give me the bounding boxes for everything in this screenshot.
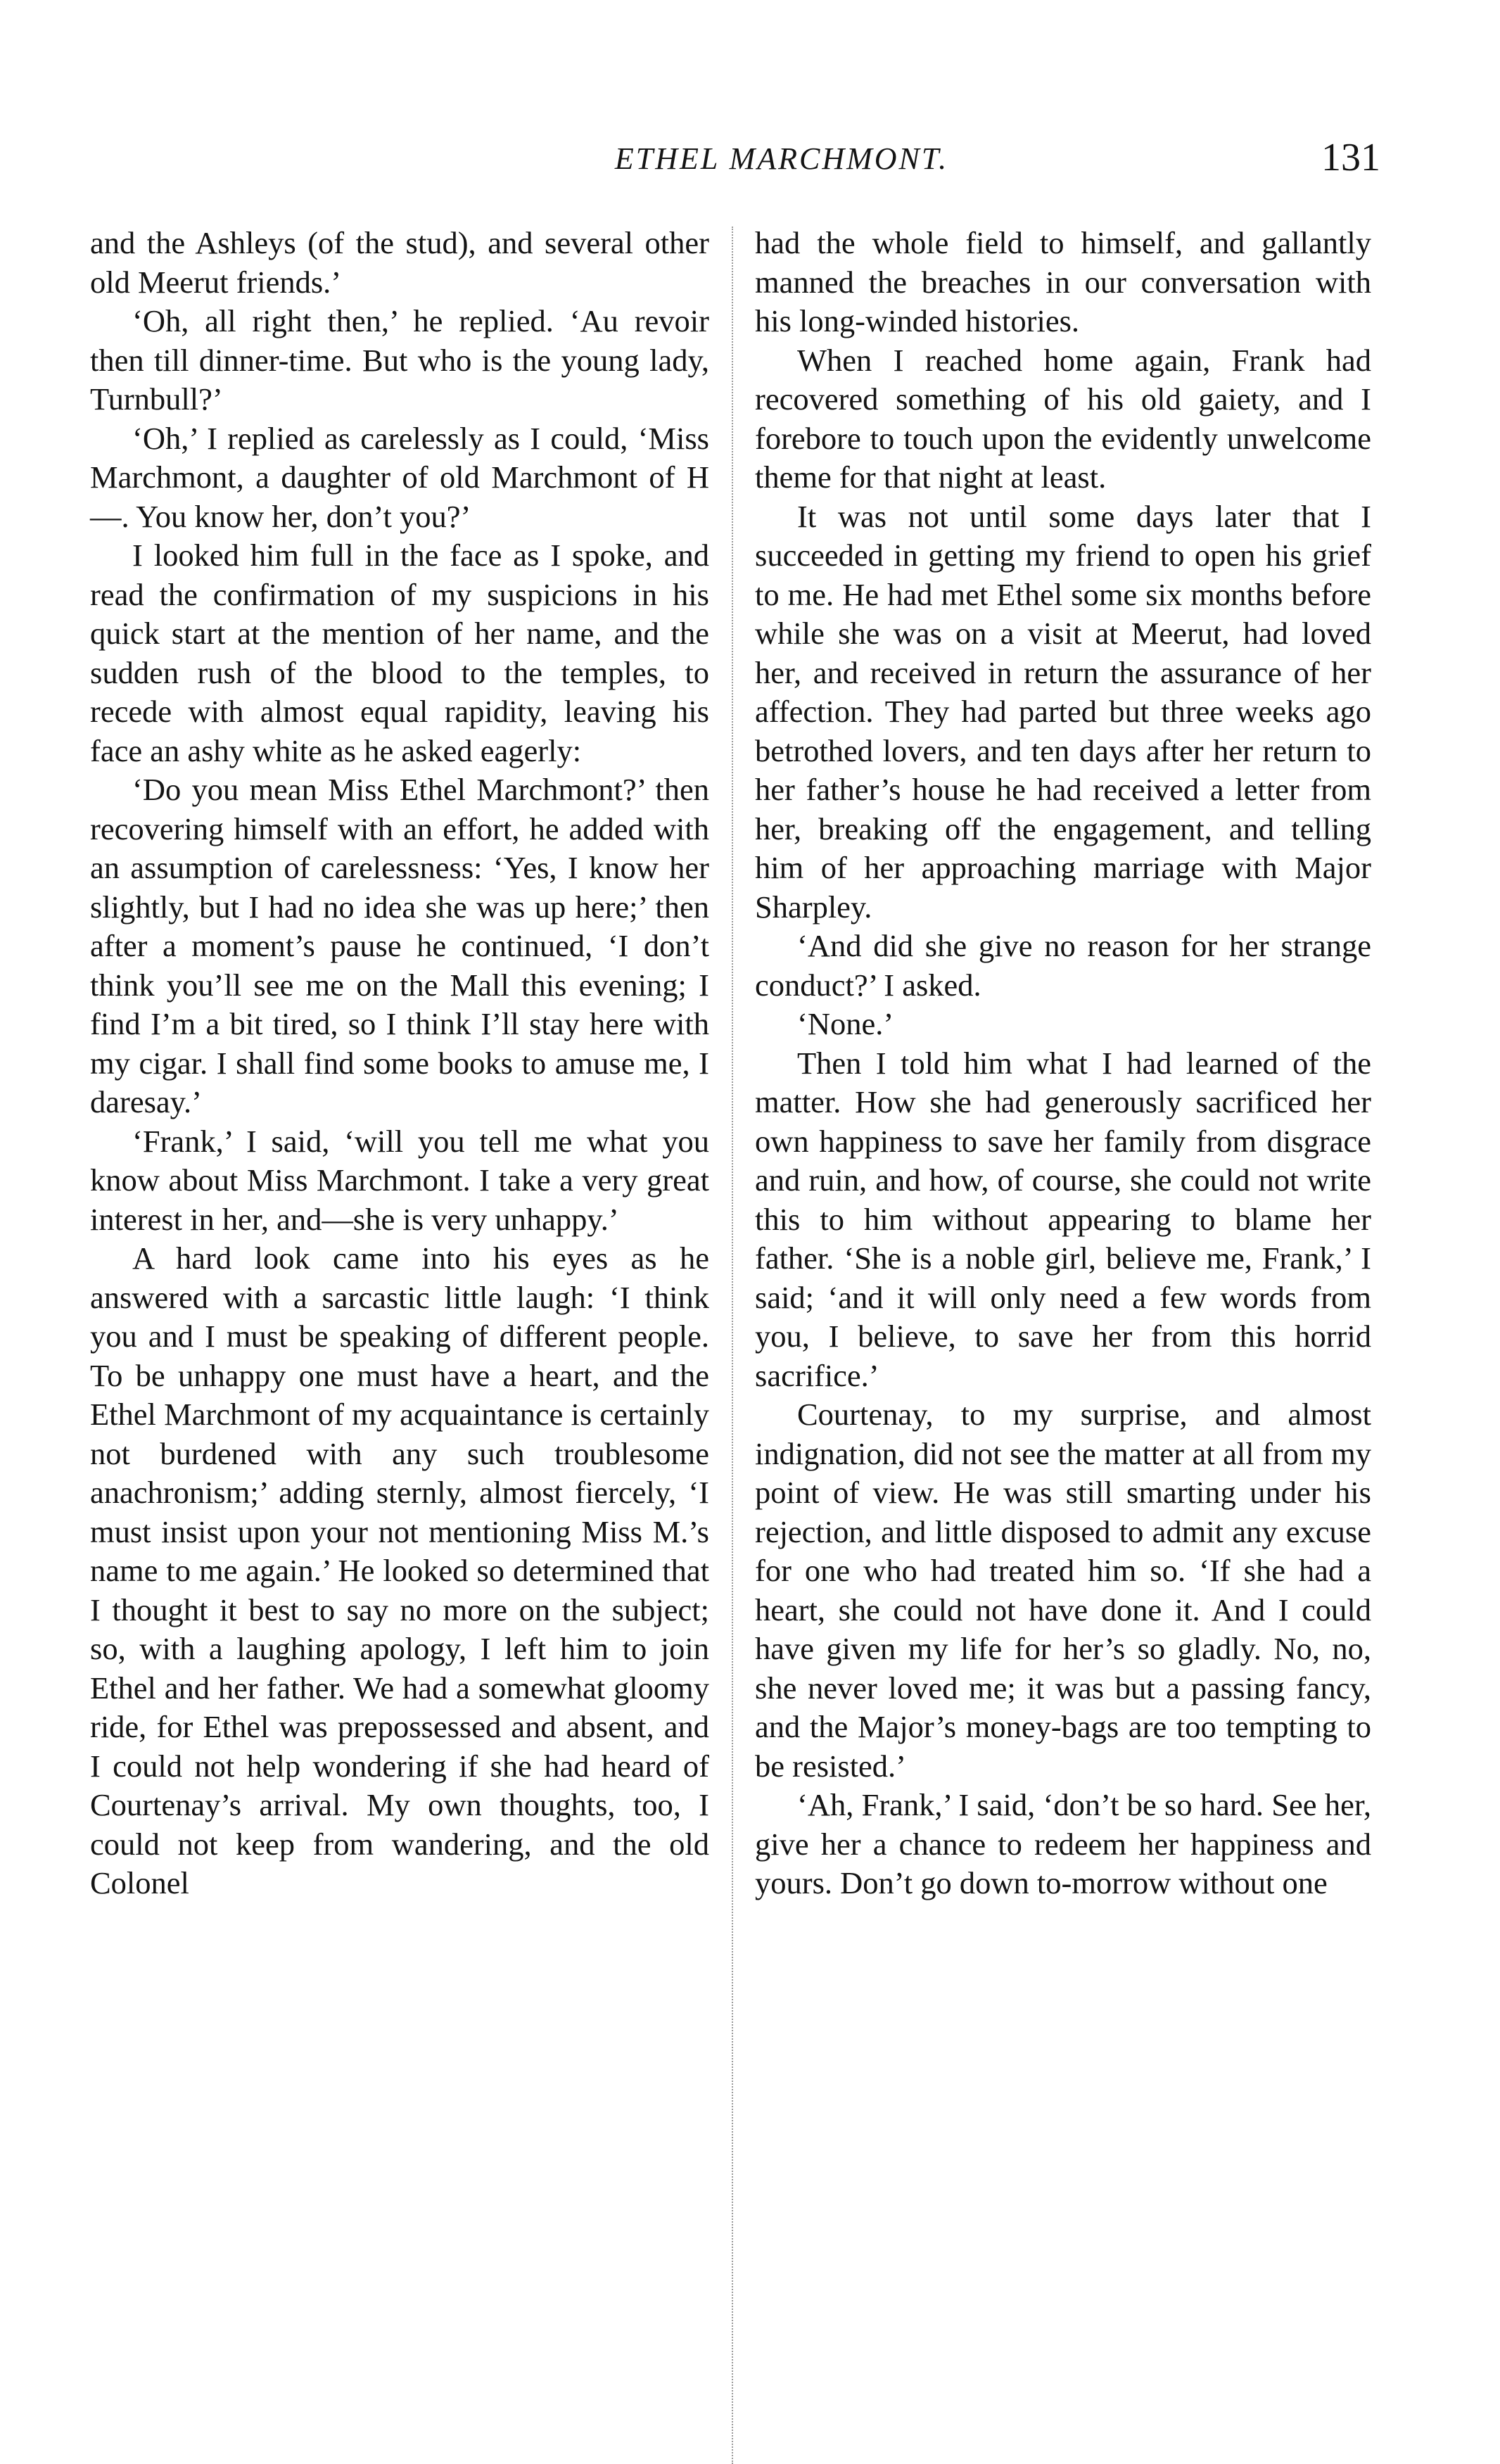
paragraph: I looked him full in the face as I spoke, and read the confirmation of my suspicions in his quick start at the mention of her name, and the sudden rush of the blood to the temples, to recede with almost equal rapidity, leaving his face an ashy white as he asked eagerly: <box>90 538 709 768</box>
page-number: 131 <box>1321 136 1380 179</box>
left-column <box>90 224 709 1903</box>
paragraph: had the whole field to himself, and gallantly manned the breaches in our conversation with his long-winded histories. <box>755 225 1371 338</box>
running-title: ETHEL MARCHMONT. <box>614 141 949 176</box>
paragraph: ‘Oh,’ I replied as carelessly as I could, ‘Miss Marchmont, a daughter of old Marchmont of H—. You know her, don’t you?’ <box>90 420 709 534</box>
paragraph: When I reached home again, Frank had recovered something of his old gaiety, and I forebore to touch upon the evidently unwelcome theme for that night at least. <box>755 342 1371 495</box>
page-header <box>84 136 1380 197</box>
paragraph: ‘Frank,’ I said, ‘will you tell me what you know about Miss Marchmont. I take a very great interest in her, and—she is very unhappy.’ <box>90 1123 709 1237</box>
paragraph: ‘None.’ <box>797 1006 894 1041</box>
paragraph: Courtenay, to my surprise, and almost indignation, did not see the matter at all from my point of view. He was still smarting under his rejection, and little disposed to admit any excuse for one who had treated him so. ‘If she had a heart, she could not have done it. And I could have given my life for her’s so gladly. No, no, she never loved me; it was but a passing fancy, and the Major’s money-bags are too tempting to be resisted.’ <box>755 1397 1371 1784</box>
paragraph: It was not until some days later that I succeeded in getting my friend to open his grief to me. He had met Ethel some six months before while she was on a visit at Meerut, had loved her, and received in return the assurance of her affection. They had parted but three weeks ago betrothed lovers, and ten days after her return to her father’s house he had received a letter from her, breaking off the engagement, and telling him of her approaching marriage with Major Sharpley. <box>755 498 1371 925</box>
paragraph: ‘And did she give no reason for her strange conduct?’ I asked. <box>755 928 1371 1003</box>
paragraph: A hard look came into his eyes as he answered with a sarcastic little laugh: ‘I think you and I must be speaking of different people. To be unhappy one must have a heart, and the Ethel Marchmont of my acquaintance is certainly not burdened with any such troublesome anachronism;’ adding sternly, almost fiercely, ‘I must insist upon your not mentioning Miss M.’s name to me again.’ He looked so determined that I thought it best to say no more on the subject; so, with a laughing apology, I left him to join Ethel and her father. We had a somewhat gloomy ride, for Ethel was prepossessed and absent, and I could not help wondering if she had heard of Courtenay’s arrival. My own thoughts, too, I could not keep from wandering, and the old Colonel <box>90 1240 709 1900</box>
paragraph: Then I told him what I had learned of the matter. How she had generously sacrificed her own happiness to save her family from disgrace and ruin, and how, of course, she could not write this to him without appearing to blame her father. ‘She is a noble girl, believe me, Frank,’ I said; ‘and it will only need a few words from you, I believe, to save her from this horrid sacrifice.’ <box>755 1045 1371 1393</box>
paragraph: and the Ashleys (of the stud), and several other old Meerut friends.’ <box>90 225 709 300</box>
column-divider <box>732 227 733 2464</box>
paragraph: ‘Oh, all right then,’ he replied. ‘Au revoir then till dinner-time. But who is the young lady, Turnbull?’ <box>90 303 709 417</box>
right-column <box>755 224 1371 1903</box>
paragraph: ‘Do you mean Miss Ethel Marchmont?’ then recovering himself with an effort, he added with an assumption of carelessness: ‘Yes, I know her slightly, but I had no idea she was up here;’ then after a moment’s pause he continued, ‘I don’t think you’ll see me on the Mall this evening; I find I’m a bit tired, so I think I’ll stay here with my cigar. I shall find some books to amuse me, I daresay.’ <box>90 772 709 1119</box>
paragraph: ‘Ah, Frank,’ I said, ‘don’t be so hard. See her, give her a chance to redeem her happiness and yours. Don’t go down to-morrow without one <box>755 1787 1371 1900</box>
